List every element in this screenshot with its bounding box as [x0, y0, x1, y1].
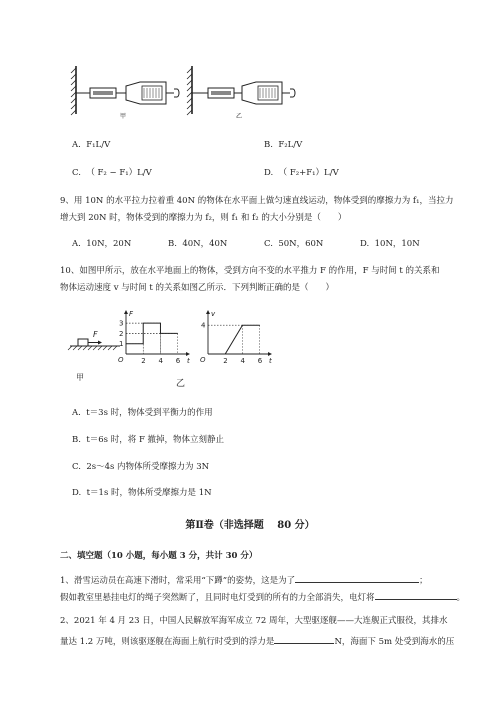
vt-graph-ytick-4: 4 [201, 321, 206, 330]
fill-q1-line-1 [60, 573, 428, 586]
vt-graph-origin: O [200, 356, 206, 364]
q8-option-a [72, 140, 110, 150]
ft-graph-ytick-3: 3 [119, 319, 124, 328]
q9-option-c [264, 237, 323, 249]
q8-option-c-text: （ F₂ − F₁）L/V [86, 168, 152, 178]
q8-option-c-key: C. [72, 168, 81, 178]
q8-option-b [264, 140, 302, 150]
q9-option-c-text: 50N，60N [278, 239, 324, 249]
q8-option-d [264, 166, 339, 178]
q8-option-a-text: F₁L/V [86, 140, 111, 150]
q10-option-d-key: D. [72, 488, 82, 498]
q8-spring-scale-figure [62, 62, 298, 122]
q9-option-d-text: 10N，10N [374, 239, 420, 249]
q9-option-a [72, 237, 131, 249]
q9-option-b-key: B. [168, 239, 177, 249]
ft-graph-xtick-6: 6 [175, 357, 181, 365]
q10-label-yi: 乙 [176, 379, 186, 388]
fill-q1-blank-2[interactable] [375, 590, 457, 600]
vt-graph-series-line [208, 325, 260, 354]
vt-graph-x-arrow [268, 352, 272, 356]
fill-q1-blank-1[interactable] [295, 573, 419, 583]
vt-graph-y-arrow [206, 310, 210, 314]
fill-q1-line-2-end: 。 [456, 593, 466, 603]
q10-stem-line-2: 物体运动速度 v 与时间 t 的关系如图乙所示．下列判断正确的是（ ） [60, 283, 335, 293]
q9-stem-line-1: 9、用 10N 的水平拉力拉着重 40N 的物体在水平面上做匀速直线运动，物体受到的摩擦力为 f₁，当拉力 [60, 196, 454, 206]
q8-label-jia: 甲 [120, 113, 127, 120]
q9-option-d [360, 237, 420, 249]
q10-label-jia: 甲 [76, 373, 84, 382]
fill-q1-line-2-text: 假如教室里悬挂电灯的绳子突然断了，且同时电灯受到的所有的力全部消失，电灯将 [60, 593, 375, 603]
q8-option-a-key: A. [72, 140, 81, 150]
q10-option-d-text: t＝1s 时，物体所受摩擦力是 1N [86, 488, 212, 498]
q10-option-b-key: B. [72, 435, 81, 445]
q10-option-d [72, 486, 212, 498]
ft-graph-xtick-2: 2 [141, 357, 146, 365]
q10-option-a-text: t＝3s 时，物体受到平衡力的作用 [86, 408, 213, 418]
q8-scale-jia [71, 66, 179, 115]
q10-option-b [72, 433, 224, 445]
q8-option-d-text: （ F₂+F₁）L/V [278, 168, 339, 178]
q10-option-c-text: 2s～4s 内物体所受摩擦力为 3N [86, 462, 210, 472]
fill-q2-line-1: 2、2021 年 4 月 23 日，中国人民解放军海军成立 72 周年，大型驱逐舰——大连舰正式服役，其排水 [60, 616, 448, 626]
q9-option-a-text: 10N，20N [86, 239, 132, 249]
ft-graph-xtick-4: 4 [158, 357, 163, 365]
part2-title: 第Ⅱ卷（非选择题 80 分） [185, 520, 315, 531]
q10-option-a [72, 406, 213, 418]
q8-option-b-key: B. [264, 140, 273, 150]
q9-option-b-text: 40N，40N [182, 239, 228, 249]
ft-graph-ytick-1: 1 [119, 340, 124, 349]
fill-q2-line-2-end: N，海面下 5m 处受到海水的压 [334, 637, 455, 647]
q10-option-a-key: A. [72, 408, 81, 418]
vt-graph-xtick-6: 6 [257, 357, 263, 365]
fill-q2-blank-1[interactable] [274, 634, 334, 644]
vt-graph-xtick-2: 2 [223, 357, 228, 365]
q10-option-c-key: C. [72, 462, 81, 472]
ft-graph-ytick-2: 2 [119, 329, 124, 338]
q10-ground-hatch [68, 346, 117, 350]
ft-graph-x-arrow [186, 352, 190, 356]
q8-option-c [72, 166, 152, 178]
q8-label-yi: 乙 [236, 113, 243, 120]
ft-graph-y-arrow [124, 310, 128, 314]
q9-option-d-key: D. [360, 239, 370, 249]
ft-graph-series-line [126, 323, 178, 344]
fill-q1-line-1-text: 1、滑雪运动员在高速下滑时，常采用“下蹲”的姿势，这是为了 [60, 576, 296, 586]
q8-option-d-key: D. [264, 168, 274, 178]
ft-graph-y-label: F [129, 310, 134, 318]
q9-option-b [168, 237, 227, 249]
q10-stem-line-1: 10、如图甲所示，放在水平地面上的物体，受到方向不变的水平推力 F 的作用，F 与时间 t 的关系和 [60, 266, 440, 276]
fill-q1-line-1-end: ； [419, 576, 428, 586]
vt-graph-y-label: v [211, 310, 216, 318]
fill-q1-line-2 [60, 590, 465, 603]
q8-option-b-text: F₂L/V [278, 140, 303, 150]
vt-graph-xtick-4: 4 [240, 357, 245, 365]
ft-graph-x-label: t [187, 357, 190, 365]
q10-block [78, 339, 88, 346]
fill-q2-line-2 [60, 634, 454, 647]
q10-figure-yi [112, 308, 272, 388]
q8-scale-yi [187, 66, 295, 115]
q9-option-c-key: C. [264, 239, 273, 249]
part2-section-header: 二、填空题（10 小题，每小题 3 分，共计 30 分） [60, 551, 258, 561]
q9-option-a-key: A. [72, 239, 81, 249]
q10-option-b-text: t＝6s 时，将 F 撤掉，物体立刻静止 [86, 435, 225, 445]
q9-stem-line-2: 增大到 20N 时，物体受到的摩擦力为 f₂，则 f₁ 和 f₂ 的大小分别是（ ） [60, 213, 347, 223]
vt-graph-x-label: t [269, 357, 272, 365]
ft-graph-origin: O [118, 356, 124, 364]
q10-option-c [72, 460, 209, 472]
q10-force-label: F [93, 330, 98, 339]
fill-q2-line-2-text: 量达 1.2 万吨，则该驱逐舰在海面上航行时受到的浮力是 [60, 637, 275, 647]
